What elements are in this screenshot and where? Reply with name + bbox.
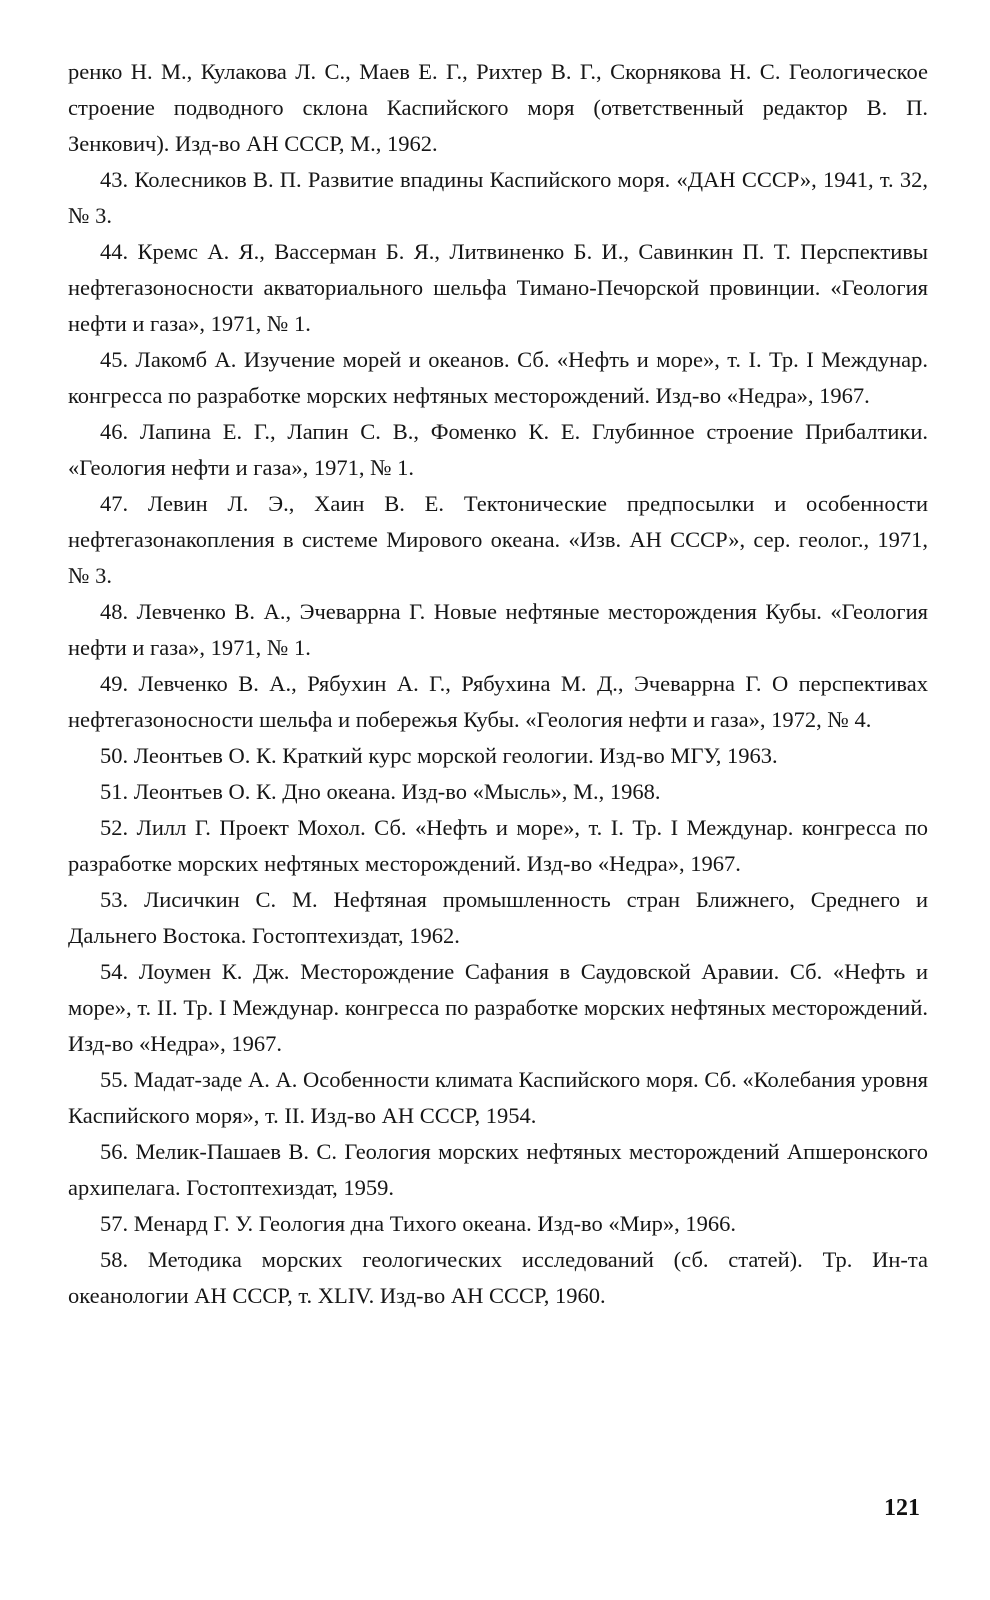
bibliography-entry-49: 49. Левченко В. А., Рябухин А. Г., Рябухина М. Д., Эчеваррна Г. О перспективах нефтегазоносности шельфа и побережья Кубы. «Геология нефти и газа», 1972, № 4. [68,671,928,732]
bibliography-list [68,54,928,1314]
bibliography-entry-45: 45. Лакомб А. Изучение морей и океанов. Сб. «Нефть и море», т. I. Тр. I Междунар. конгресса по разработке морских нефтяных месторождений. Изд-во «Недра», 1967. [68,347,928,408]
bibliography-entry-51: 51. Леонтьев О. К. Дно океана. Изд-во «Мысль», М., 1968. [100,779,661,804]
bibliography-entry-46: 46. Лапина Е. Г., Лапин С. В., Фоменко К. Е. Глубинное строение Прибалтики. «Геология нефти и газа», 1971, № 1. [68,419,928,480]
bibliography-entry-57: 57. Менард Г. У. Геология дна Тихого океана. Изд-во «Мир», 1966. [100,1211,737,1236]
bibliography-entry-43: 43. Колесников В. П. Развитие впадины Каспийского моря. «ДАН СССР», 1941, т. 32, № 3. [68,167,928,228]
bibliography-entry-54: 54. Лоумен К. Дж. Месторождение Сафания в Саудовской Аравии. Сб. «Нефть и море», т. II. Тр. I Междунар. конгресса по разработке морских нефтяных месторождений. Изд-во «Недра», 1967. [68,959,928,1056]
bibliography-entry-48: 48. Левченко В. А., Эчеваррна Г. Новые нефтяные месторождения Кубы. «Геология нефти и газа», 1971, № 1. [68,599,928,660]
bibliography-entry-44: 44. Кремс А. Я., Вассерман Б. Я., Литвиненко Б. И., Савинкин П. Т. Перспективы нефтегазоносности акваториального шельфа Тимано-Печорской провинции. «Геология нефти и газа», 1971, № 1. [68,239,928,336]
bibliography-entry-53: 53. Лисичкин С. М. Нефтяная промышленность стран Ближнего, Среднего и Дальнего Востока. Гостоптехиздат, 1962. [68,887,928,948]
bibliography-entry-continued: ренко Н. М., Кулакова Л. С., Маев Е. Г., Рихтер В. Г., Скорнякова Н. С. Геологическое строение подводного склона Каспийского моря (ответственный редактор В. П. Зенкович). Изд-во АН СССР, М., 1962. [68,59,928,156]
page-number: 121 [884,1495,920,1521]
bibliography-entry-55: 55. Мадат-заде А. А. Особенности климата Каспийского моря. Сб. «Колебания уровня Каспийского моря», т. II. Изд-во АН СССР, 1954. [68,1067,928,1128]
bibliography-entry-50: 50. Леонтьев О. К. Краткий курс морской геологии. Изд-во МГУ, 1963. [100,743,778,768]
bibliography-entry-58: 58. Методика морских геологических исследований (сб. статей). Тр. Ин-та океанологии АН СССР, т. XLIV. Изд-во АН СССР, 1960. [68,1247,928,1308]
bibliography-entry-52: 52. Лилл Г. Проект Мохол. Сб. «Нефть и море», т. I. Тр. I Междунар. конгресса по разработке морских нефтяных месторождений. Изд-во «Недра», 1967. [68,815,928,876]
bibliography-entry-47: 47. Левин Л. Э., Хаин В. Е. Тектонические предпосылки и особенности нефтегазонакопления в системе Мирового океана. «Изв. АН СССР», сер. геолог., 1971, № 3. [68,491,928,588]
bibliography-entry-56: 56. Мелик-Пашаев В. С. Геология морских нефтяных месторождений Апшеронского архипелага. Гостоптехиздат, 1959. [68,1139,928,1200]
